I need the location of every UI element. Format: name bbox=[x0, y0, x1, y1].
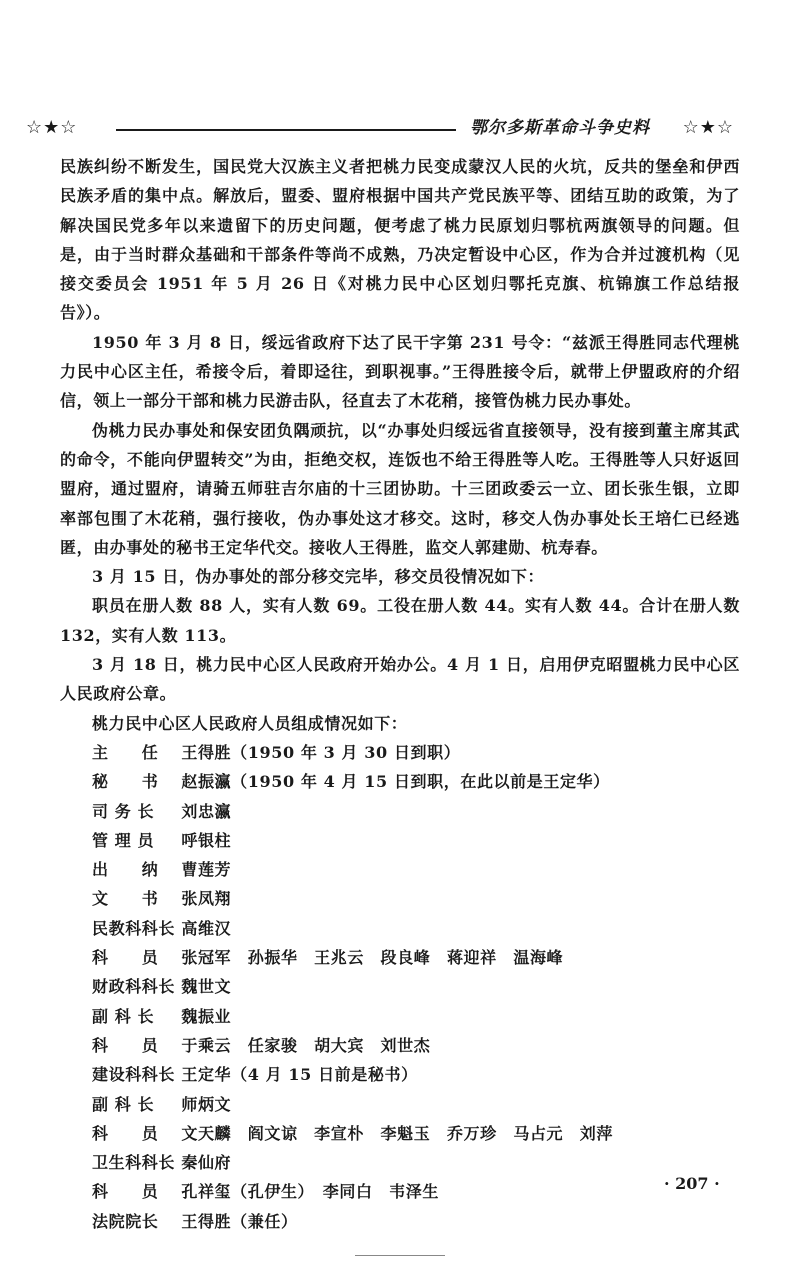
personnel-role: 建设科科长 bbox=[92, 1065, 176, 1085]
personnel-names: 刘忠瀛 bbox=[181, 801, 232, 821]
personnel-names: 张冠军 孙振华 王兆云 段良峰 蒋迎祥 温海峰 bbox=[181, 948, 564, 968]
personnel-role: 副 科 长 bbox=[92, 1094, 155, 1114]
personnel-role: 科 员 bbox=[92, 1123, 159, 1143]
personnel-entry bbox=[92, 797, 740, 826]
bottom-edge-mark bbox=[355, 1255, 445, 1256]
personnel-role: 科 员 bbox=[92, 1035, 159, 1055]
personnel-names: 高维汉 bbox=[181, 918, 232, 938]
personnel-entry bbox=[92, 826, 740, 855]
personnel-entry bbox=[92, 1148, 740, 1177]
personnel-role: 法院院长 bbox=[92, 1211, 159, 1231]
personnel-names: 孔祥玺（孔伊生） 李同白 韦泽生 bbox=[181, 1182, 439, 1202]
paragraph: 桃力民中心区人民政府人员组成情况如下： bbox=[92, 713, 408, 733]
page-body bbox=[60, 152, 740, 1236]
personnel-entry bbox=[92, 1177, 740, 1206]
personnel-entry bbox=[92, 943, 740, 972]
personnel-entry bbox=[92, 914, 740, 943]
personnel-names: 曹莲芳 bbox=[181, 860, 232, 880]
personnel-entry bbox=[92, 855, 740, 884]
personnel-role: 卫生科科长 bbox=[92, 1153, 176, 1173]
personnel-names: 师炳文 bbox=[181, 1094, 232, 1114]
personnel-names: 王得胜（兼任） bbox=[181, 1211, 298, 1231]
left-stars-ornament: ☆★☆ bbox=[26, 117, 78, 138]
running-title: 鄂尔多斯革命斗争史料 bbox=[470, 118, 650, 138]
personnel-role: 科 员 bbox=[92, 948, 159, 968]
personnel-role: 秘 书 bbox=[92, 772, 159, 792]
personnel-entry bbox=[92, 972, 740, 1001]
personnel-role: 科 员 bbox=[92, 1182, 159, 1202]
personnel-entry bbox=[92, 1119, 740, 1148]
personnel-entry bbox=[92, 1207, 740, 1236]
paragraph: 3 月 15 日，伪办事处的部分移交完毕，移交员役情况如下： bbox=[92, 567, 545, 587]
personnel-names: 魏振业 bbox=[181, 1006, 232, 1026]
personnel-names: 于乘云 任家骏 胡大宾 刘世杰 bbox=[181, 1035, 431, 1055]
personnel-entry bbox=[92, 738, 740, 767]
paragraph: 伪桃力民办事处和保安团负隅顽抗，以“办事处归绥远省直接领导，没有接到董主席其武的命令，不能向伊盟转交”为由，拒绝交权，连饭也不给王得胜等人吃。王得胜等人只好返回盟府，通过盟府，请骑五师驻吉尔庙的十三团协助。十三团政委云一立、团长张生银，立即率部包围了木花稍，强行接收，伪办事处这才移交。这时，移交人伪办事处长王培仁已经逃匿，由办事处的秘书王定华代交。接收人王得胜，监交人郭建勋、杭寿春。 bbox=[60, 420, 740, 557]
personnel-names: 王得胜（1950 年 3 月 30 日到职） bbox=[181, 742, 461, 762]
paragraph-continued: 民族纠纷不断发生，国民党大汉族主义者把桃力民变成蒙汉人民的火坑，反共的堡垒和伊西民族矛盾的集中点。解放后，盟委、盟府根据中国共产党民族平等、团结互助的政策，为了解决国民党多年以来遗留下的历史问题，便考虑了桃力民原划归鄂杭两旗领导的问题。但是，由于当时群众基础和干部条件等尚不成熟，乃决定暂设中心区，作为合并过渡机构（见接交委员会 1951 年 5 月 26 日《对桃力民中心区划归鄂托克旗、杭锦旗工作总结报告》）。 bbox=[60, 157, 740, 323]
personnel-entry bbox=[92, 1090, 740, 1119]
personnel-entry bbox=[92, 1031, 740, 1060]
personnel-entry bbox=[92, 884, 740, 913]
paragraph: 1950 年 3 月 8 日，绥远省政府下达了民干字第 231 号令：“兹派王得胜同志代理桃力民中心区主任，希接令后，着即迳往，到职视事。”王得胜接令后，就带上伊盟政府的介绍信，领上一部分干部和桃力民游击队，径直去了木花稍，接管伪桃力民办事处。 bbox=[60, 332, 740, 411]
personnel-entry bbox=[92, 1002, 740, 1031]
personnel-role: 管 理 员 bbox=[92, 830, 155, 850]
personnel-role: 司 务 长 bbox=[92, 801, 155, 821]
personnel-names: 呼银柱 bbox=[181, 830, 232, 850]
personnel-role: 民教科科长 bbox=[92, 918, 176, 938]
header-rule bbox=[116, 129, 456, 131]
right-stars-ornament: ☆★☆ bbox=[682, 117, 734, 138]
personnel-entry bbox=[92, 1060, 740, 1089]
personnel-names: 魏世文 bbox=[181, 977, 232, 997]
paragraph: 3 月 18 日，桃力民中心区人民政府开始办公。4 月 1 日，启用伊克昭盟桃力民中心区人民政府公章。 bbox=[60, 655, 740, 704]
personnel-names: 张凤翔 bbox=[181, 889, 232, 909]
personnel-names: 秦仙府 bbox=[181, 1153, 232, 1173]
personnel-list bbox=[60, 738, 740, 1236]
paragraph: 职员在册人数 88 人，实有人数 69。工役在册人数 44。实有人数 44。合计在册人数 132，实有人数 113。 bbox=[60, 596, 740, 645]
personnel-names: 王定华（4 月 15 日前是秘书） bbox=[181, 1065, 418, 1085]
page-number: · 207 · bbox=[664, 1174, 720, 1193]
personnel-entry bbox=[92, 767, 740, 796]
personnel-names: 赵振瀛（1950 年 4 月 15 日到职，在此以前是王定华） bbox=[181, 772, 610, 792]
personnel-role: 主 任 bbox=[92, 742, 159, 762]
personnel-names: 文天麟 阎文谅 李宣朴 李魁玉 乔万珍 马占元 刘萍 bbox=[181, 1123, 613, 1143]
personnel-role: 副 科 长 bbox=[92, 1006, 155, 1026]
personnel-role: 文 书 bbox=[92, 889, 159, 909]
personnel-role: 财政科科长 bbox=[92, 977, 176, 997]
running-header bbox=[22, 113, 734, 143]
personnel-role: 出 纳 bbox=[92, 860, 159, 880]
